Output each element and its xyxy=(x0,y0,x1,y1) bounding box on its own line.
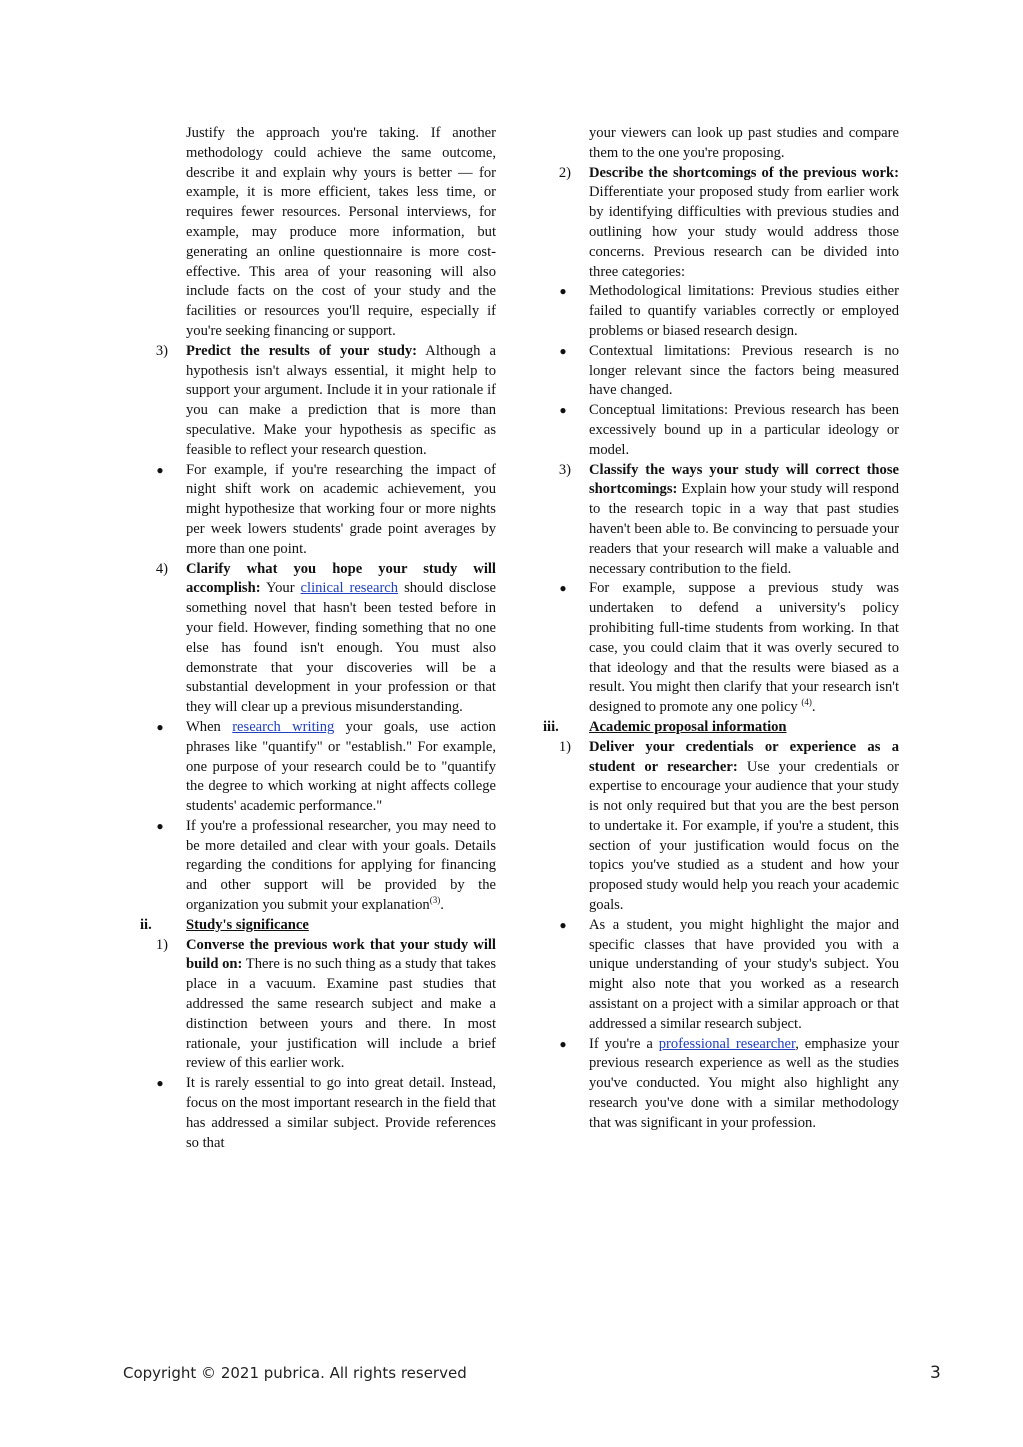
paragraph-continued xyxy=(543,124,899,164)
bullet-text: As a student, you might highlight the major and specific classes that have provided you with a unique understanding of your study's subject. You might also note that you worked as a research assistant on a project with a similar approach or that addressed a similar research subject. xyxy=(589,916,899,1032)
bullet-item-professional-researcher xyxy=(543,1035,899,1134)
list-number: 2) xyxy=(558,164,571,181)
bullet-text-end: . xyxy=(811,699,816,716)
item-heading: Describe the shortcomings of the previous work: xyxy=(589,164,899,181)
item-heading: Clarify what you hope your study will accomplish: xyxy=(186,560,496,597)
item-text: Differentiate your proposed study from earlier work by identifying difficulties with previous studies and outlining how your study would address those concerns. Previous research can be divided into three categories: xyxy=(589,184,899,280)
bullet-icon: ● xyxy=(559,917,567,932)
bullet-icon: ● xyxy=(559,284,567,299)
bullet-text: For example, if you're researching the impact of night shift work on academic achievement, you might hypothesize that working four or more nights per week lowers students' grade point averages by more than one point. xyxy=(186,461,496,557)
bullet-icon: ● xyxy=(559,343,567,358)
list-item-clarify-goals xyxy=(140,560,496,718)
section-heading-significance xyxy=(140,916,496,936)
bullet-text: If you're a professional researcher, you may need to be more detailed and clear with your goals. Details regarding the conditions for applying for financing and other support will be provided by the organization you submit your explanation xyxy=(186,817,496,914)
bullet-text: Conceptual limitations: Previous research has been excessively bound up in a particular ideology or model. xyxy=(589,402,899,458)
bullet-item-student xyxy=(543,916,899,1035)
item-text: Explain how your study will respond to the research topic in a way that past studies haven't been able to. Be convincing to persuade your readers that your research will make a valuable and necessary contribution to the field. xyxy=(589,481,899,577)
list-item-classify-ways xyxy=(543,461,899,580)
bullet-icon: ● xyxy=(156,462,164,477)
list-item-credentials xyxy=(543,738,899,916)
list-number: 1) xyxy=(558,738,571,755)
section-numeral: ii. xyxy=(140,916,152,933)
item-text: Use your credentials or expertise to encourage your audience that your study is not only required but that you are the best person to undertake it. For example, if you're a student, this section of your justification would focus on the topics you've studied as a student and how your proposed study would help you reach your academic goals. xyxy=(589,758,899,914)
item-heading: Deliver your credentials or experience as a student or researcher: xyxy=(589,738,899,775)
bullet-item-contextual xyxy=(543,342,899,401)
bullet-text: Contextual limitations: Previous research is no longer relevant since the factors being measured have changed. xyxy=(589,342,899,399)
bullet-icon: ● xyxy=(156,818,164,833)
bullet-text: , emphasize your previous research experience as well as the studies you've conducted. You might also highlight any research you've done with a similar methodology that was significant in your profession. xyxy=(589,1035,900,1131)
bullet-text: your goals, use action phrases like "quantify" or "establish." For example, one purpose of your research could be to "quantify the degree to which working at night affects college students' academic performance." xyxy=(186,718,496,815)
paragraph-approach xyxy=(140,124,496,342)
section-title: Academic proposal information xyxy=(589,718,787,735)
bullet-icon: ● xyxy=(559,581,567,596)
bullet-icon: ● xyxy=(156,719,164,734)
citation-superscript: (4) xyxy=(801,697,812,708)
research-writing-link[interactable]: research writing xyxy=(232,718,335,735)
bullet-text: It is rarely essential to go into great detail. Instead, focus on the most important research in the field that has addressed a similar subject. Provide references so that xyxy=(186,1075,496,1151)
bullet-text: For example, suppose a previous study was undertaken to defend a university's policy prohibiting full-time students from working. In that case, you could claim that it was overly secured to that ideology and that the results were biased as a result. You might then clarify that your research isn't designed to promote any one policy xyxy=(589,580,899,716)
item-text: Although a hypothesis isn't always essential, it might help to support your argument. Include it in your rationale if you can make a prediction that is more than speculative. Make your hypothesis as specific as feasible to reflect your research question. xyxy=(186,342,496,458)
list-number: 3) xyxy=(558,461,571,478)
item-text: should disclose something novel that hasn't been tested before in your field. However, finding something that no one else has found isn't enough. You must also demonstrate that your discoveries will be a substantial development in your profession or that they will clear up a previous misunderstanding. xyxy=(186,580,496,716)
section-numeral: iii. xyxy=(543,718,559,735)
bullet-icon: ● xyxy=(559,403,567,418)
bullet-item-professional xyxy=(140,817,496,916)
item-text: There is no such thing as a study that takes place in a vacuum. Examine past studies that addressed the same research subject and make a distinction between yours and there. In most rationale, your justification will include a brief review of this earlier work. xyxy=(186,956,497,1072)
left-column xyxy=(140,124,496,1153)
professional-researcher-link[interactable]: professional researcher xyxy=(658,1035,796,1052)
section-heading-academic xyxy=(543,718,899,738)
section-title: Study's significance xyxy=(186,916,309,933)
bullet-text: When xyxy=(186,718,233,735)
bullet-icon: ● xyxy=(156,1076,164,1091)
citation-superscript: (3) xyxy=(429,895,441,906)
page-number: 3 xyxy=(930,1363,941,1383)
list-number: 4) xyxy=(155,560,168,577)
right-column xyxy=(543,124,899,1134)
item-heading: Predict the results of your study: xyxy=(186,342,418,359)
bullet-item-night-shift xyxy=(140,461,496,560)
bullet-item-action-phrases xyxy=(140,718,496,817)
bullet-item-methodological xyxy=(543,282,899,341)
clinical-research-link[interactable]: clinical research xyxy=(300,580,399,597)
list-number: 3) xyxy=(155,342,168,359)
item-text: Your xyxy=(260,580,301,597)
bullet-text: If you're a xyxy=(589,1035,659,1052)
list-item-predict-results xyxy=(140,342,496,461)
bullet-item-policy-example xyxy=(543,579,899,718)
item-heading: Converse the previous work that your study will build on: xyxy=(186,936,496,973)
bullet-item-detail xyxy=(140,1074,496,1153)
list-item-previous-work xyxy=(140,936,496,1075)
footer-copyright: Copyright © 2021 pubrica. All rights reserved xyxy=(123,1364,467,1382)
list-item-shortcomings xyxy=(543,164,899,283)
bullet-text: Methodological limitations: Previous studies either failed to quantify variables correctly or employed problems or biased research design. xyxy=(589,283,899,339)
bullet-text-end: . xyxy=(440,897,444,914)
list-number: 1) xyxy=(155,936,168,953)
paragraph-text: your viewers can look up past studies and compare them to the one you're proposing. xyxy=(589,125,899,161)
paragraph-text: Justify the approach you're taking. If another methodology could achieve the same outcome, describe it and explain why yours is better — for example, it is more efficient, takes less time, or requires fewer resources. Personal interviews, for example, may produce more information, but generating an online questionnaire is more cost-effective. This area of your reasoning will also include facts on the cost of your study and the facilities or resources you'll require, especially if you're seeking financing or support. xyxy=(186,125,496,339)
item-heading: Classify the ways your study will correct those shortcomings: xyxy=(589,461,899,498)
bullet-item-conceptual xyxy=(543,401,899,460)
bullet-icon: ● xyxy=(559,1036,567,1051)
